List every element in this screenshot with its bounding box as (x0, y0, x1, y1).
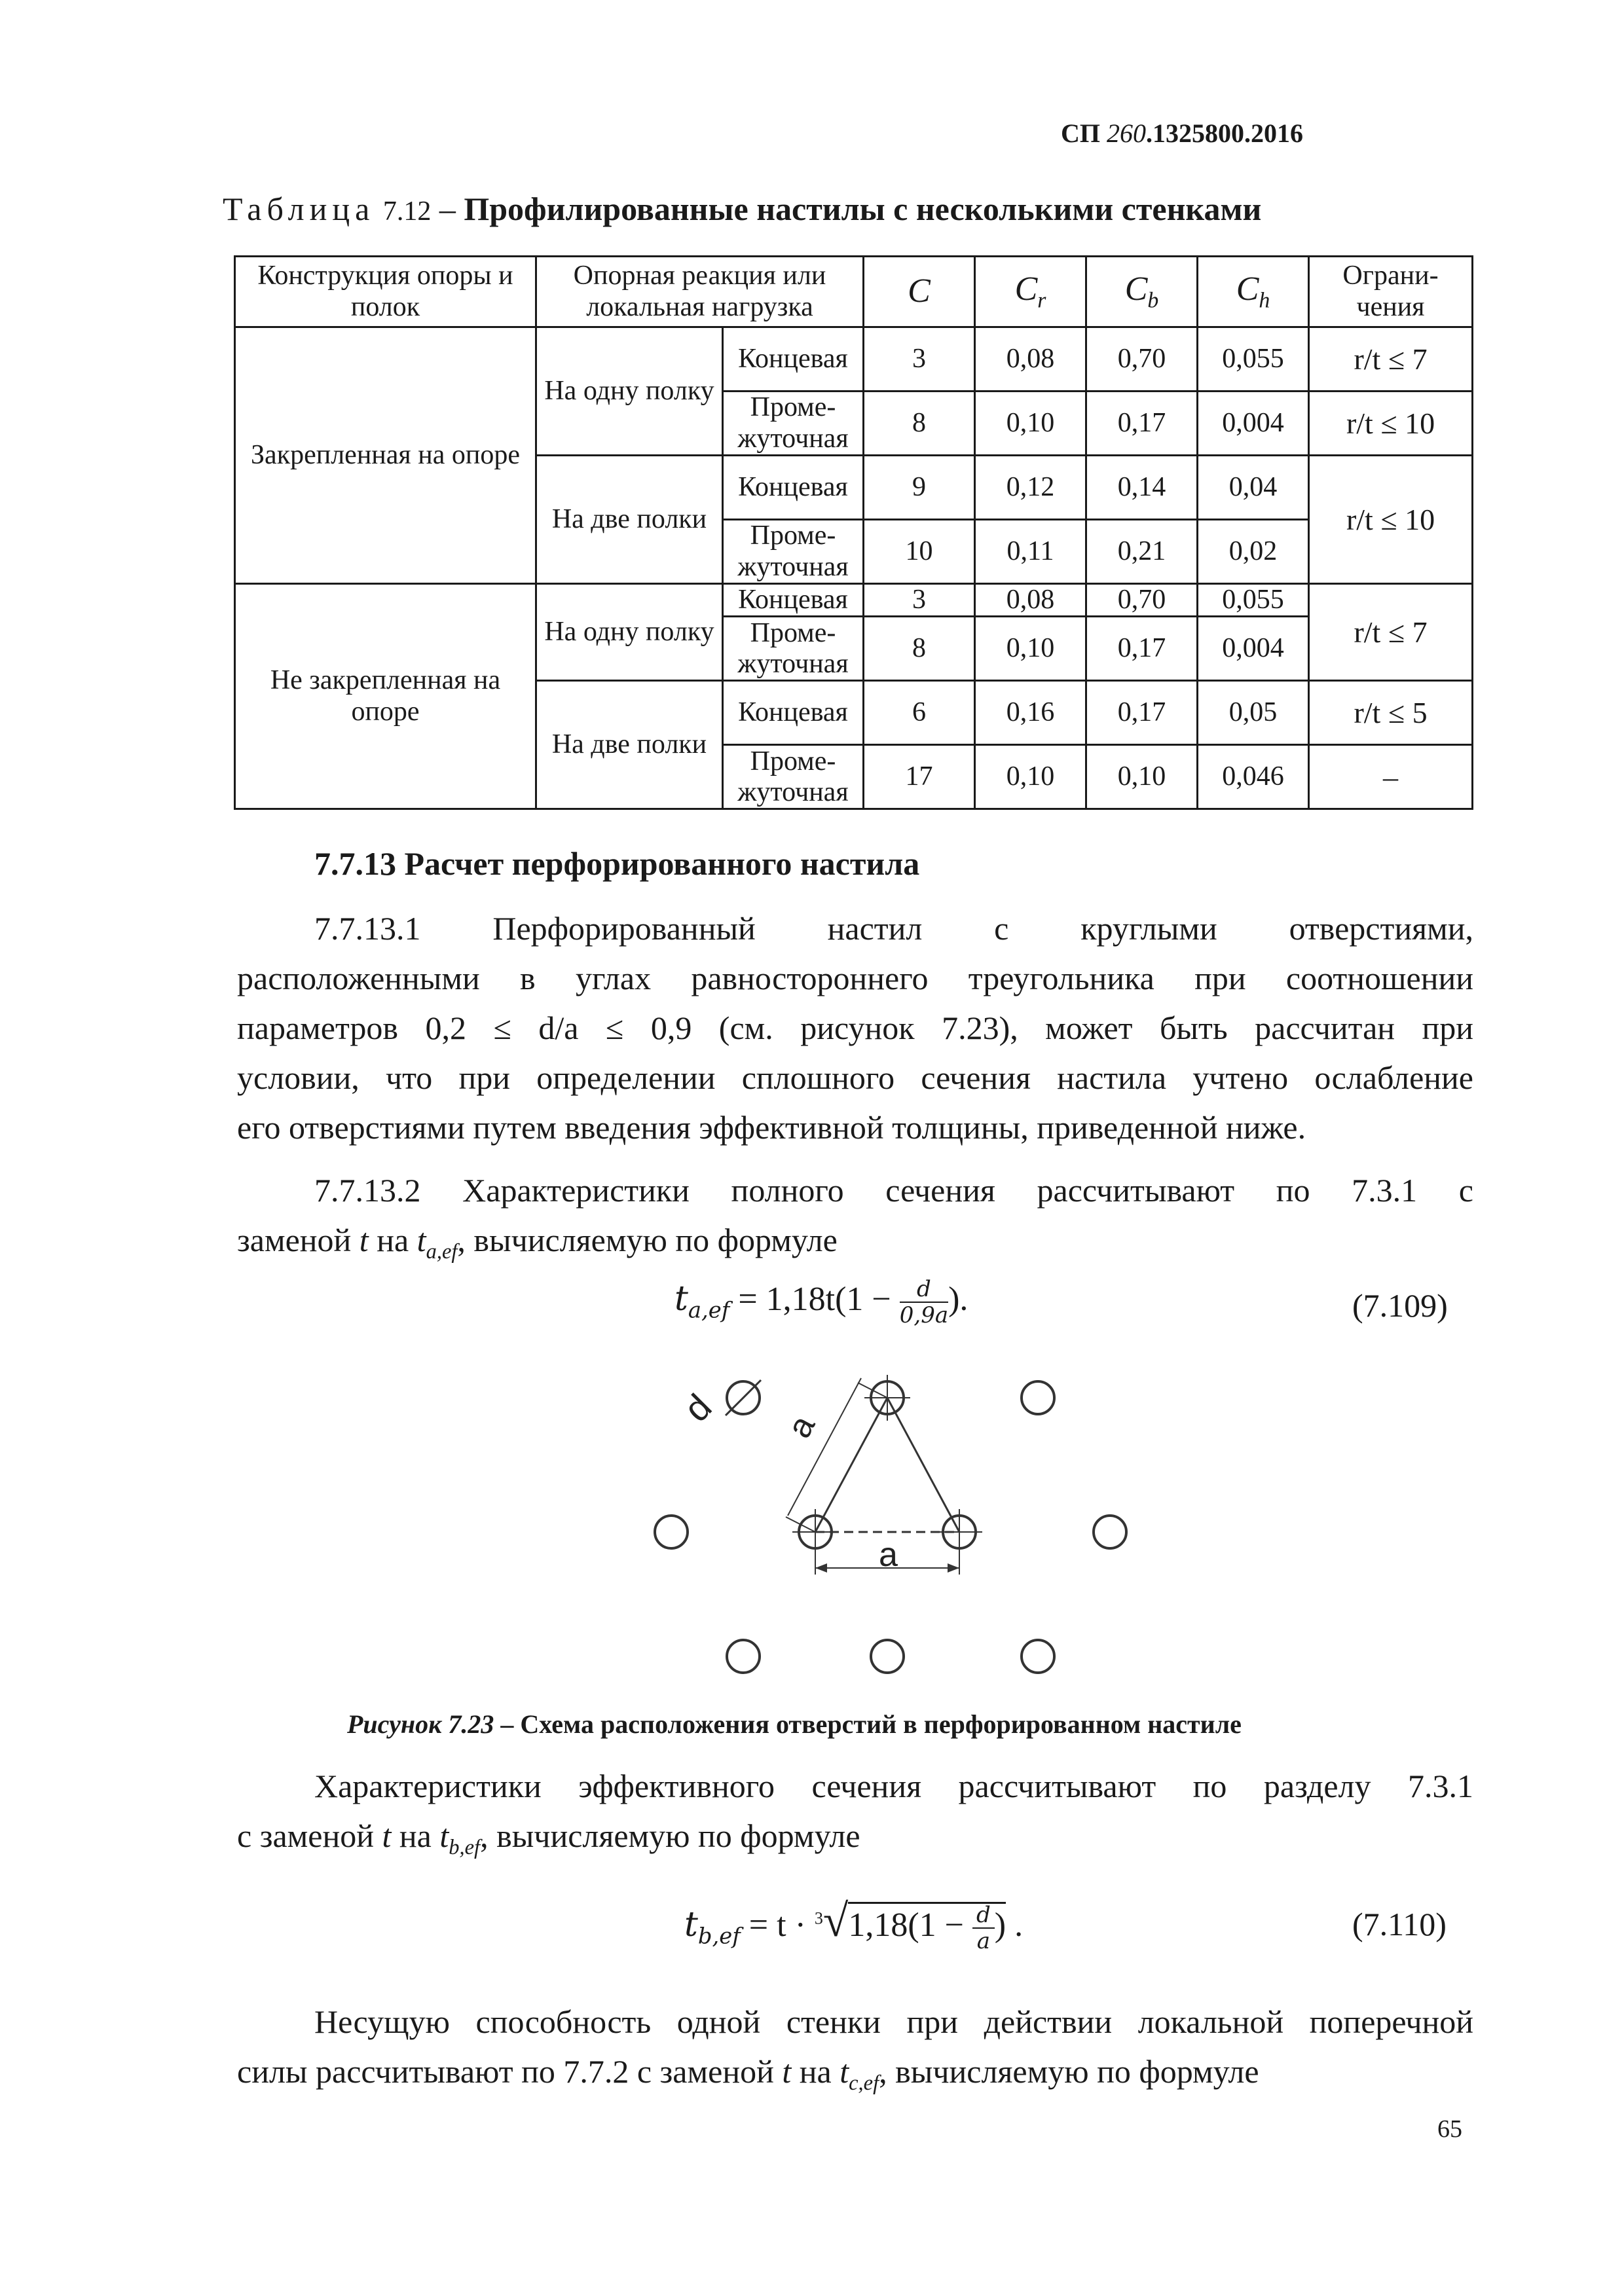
cell-limit: r/t ≤ 7 (1309, 584, 1473, 681)
coefficients-table (234, 255, 1473, 810)
header-limits: Ограни-чения (1309, 257, 1473, 327)
cell-limit: – (1309, 745, 1473, 809)
handwritten-number: 260 (1107, 118, 1146, 148)
load-type: Концевая (723, 681, 864, 745)
cell-ch: 0,046 (1198, 745, 1309, 809)
load-type: Концевая (723, 327, 864, 392)
cell-ch: 0,055 (1198, 584, 1309, 617)
cell-ch: 0,02 (1198, 520, 1309, 584)
cell-cr: 0,08 (975, 584, 1086, 617)
load-type: Концевая (723, 456, 864, 520)
figure-caption: Рисунок 7.23 – Схема расположения отверстий в перфорированном настиле (347, 1709, 1242, 1739)
table-header-row (235, 257, 1473, 327)
cell-cr: 0,10 (975, 392, 1086, 456)
equation-number-7-110: (7.110) (1352, 1906, 1447, 1942)
para2-line2: заменой t на $t_{a,ef}$, вычисляемую по формуле (237, 1222, 838, 1264)
cell-cb: 0,17 (1086, 617, 1198, 681)
load-type: Проме-жуточная (723, 617, 864, 681)
cell-ch: 0,055 (1198, 327, 1309, 392)
cell-c: 6 (864, 681, 975, 745)
construction-fixed: Закрепленная на опоре (235, 327, 536, 584)
load-type: Проме-жуточная (723, 392, 864, 456)
cell-cr: 0,16 (975, 681, 1086, 745)
cell-ch: 0,04 (1198, 456, 1309, 520)
cell-cr: 0,08 (975, 327, 1086, 392)
subgroup-label: На две полки (536, 456, 723, 584)
para4-line2: силы рассчитывают по 7.7.2 с заменой t на $t_{c,ef}$, вычисляемую по формуле (237, 2053, 1259, 2095)
cell-cr: 0,10 (975, 745, 1086, 809)
subgroup-label: На одну полку (536, 327, 723, 456)
hole-circle (1022, 1381, 1054, 1414)
cell-cb: 0,17 (1086, 392, 1198, 456)
cell-limit: r/t ≤ 10 (1309, 392, 1473, 456)
label-a-side: a (780, 1409, 823, 1444)
cell-c: 17 (864, 745, 975, 809)
cell-cb: 0,14 (1086, 456, 1198, 520)
table-row (235, 327, 1473, 392)
subgroup-label: На одну полку (536, 584, 723, 681)
construction-free: Не закрепленная на опоре (235, 584, 536, 809)
cell-ch: 0,05 (1198, 681, 1309, 745)
para3-line2: с заменой t на $t_{b,ef}$, вычисляемую по формуле (237, 1817, 860, 1859)
load-type: Проме-жуточная (723, 745, 864, 809)
cell-cb: 0,70 (1086, 584, 1198, 617)
header-cb: $C_b$ (1086, 257, 1198, 327)
header-c: C (864, 257, 975, 327)
label-a-base: a (879, 1536, 898, 1574)
para1-line2: расположенными в углах равностороннего треугольника при соотношении (237, 960, 1473, 996)
cell-limit: r/t ≤ 10 (1309, 456, 1473, 584)
cell-ch: 0,004 (1198, 392, 1309, 456)
hole-circle (655, 1516, 688, 1548)
cell-limit: r/t ≤ 5 (1309, 681, 1473, 745)
para2-line1: 7.7.13.2 Характеристики полного сечения рассчитывают по 7.3.1 с (314, 1172, 1473, 1209)
header-reaction: Опорная реакция или локальная нагрузка (536, 257, 864, 327)
cell-cr: 0,10 (975, 617, 1086, 681)
equation-7-110: $t_{b,ef} = t \cdot ^3√1,18(1$ − $\frac{d}{a}$ ) . (684, 1896, 1024, 1955)
perforation-diagram (629, 1362, 1139, 1702)
cell-cb: 0,10 (1086, 745, 1198, 809)
cell-c: 10 (864, 520, 975, 584)
para1-line3: параметров 0,2 ≤ d/a ≤ 0,9 (см. рисунок 7.23), может быть рассчитан при (237, 1010, 1473, 1046)
para4-line1: Несущую способность одной стенки при действии локальной поперечной (314, 2003, 1473, 2040)
cell-cb: 0,21 (1086, 520, 1198, 584)
hole-circle (727, 1640, 760, 1673)
header-ch: $C_h$ (1198, 257, 1309, 327)
equation-number-7-109: (7.109) (1352, 1287, 1448, 1324)
section-title: 7.7.13 Расчет перфорированного настила (314, 845, 920, 882)
header-cr: $C_r$ (975, 257, 1086, 327)
para1-line5: его отверстиями путем введения эффективной толщины, приведенной ниже. (237, 1109, 1306, 1146)
para3-line1: Характеристики эффективного сечения рассчитывают по разделу 7.3.1 (314, 1768, 1473, 1804)
subgroup-label: На две полки (536, 681, 723, 809)
cell-ch: 0,004 (1198, 617, 1309, 681)
header-construction: Конструкция опоры и полок (235, 257, 536, 327)
cell-cr: 0,11 (975, 520, 1086, 584)
table-caption: Таблица 7.12 – Профилированные настилы с несколькими стенками (223, 191, 1262, 227)
table-row (235, 584, 1473, 617)
label-d: d (675, 1385, 720, 1430)
cell-cr: 0,12 (975, 456, 1086, 520)
cell-c: 8 (864, 617, 975, 681)
load-type: Концевая (723, 584, 864, 617)
para1-line1: 7.7.13.1 Перфорированный настил с круглыми отверстиями, (314, 910, 1473, 947)
load-type: Проме-жуточная (723, 520, 864, 584)
page-number: 65 (1437, 2115, 1462, 2143)
cell-c: 3 (864, 584, 975, 617)
cell-cb: 0,70 (1086, 327, 1198, 392)
hole-circle (1094, 1516, 1126, 1548)
cell-c: 8 (864, 392, 975, 456)
cell-c: 9 (864, 456, 975, 520)
hole-circle (871, 1640, 904, 1673)
para1-line4: условии, что при определении сплошного сечения настила учтено ослабление (237, 1059, 1473, 1096)
cell-limit: r/t ≤ 7 (1309, 327, 1473, 392)
document-code: СП 260.1325800.2016 (1061, 118, 1303, 148)
cell-cb: 0,17 (1086, 681, 1198, 745)
equation-7-109: $t_{a,ef} = 1,18t(1$ − $\frac{d}{0,9a}$ ). (674, 1276, 969, 1328)
cell-c: 3 (864, 327, 975, 392)
hole-circle (1022, 1640, 1054, 1673)
